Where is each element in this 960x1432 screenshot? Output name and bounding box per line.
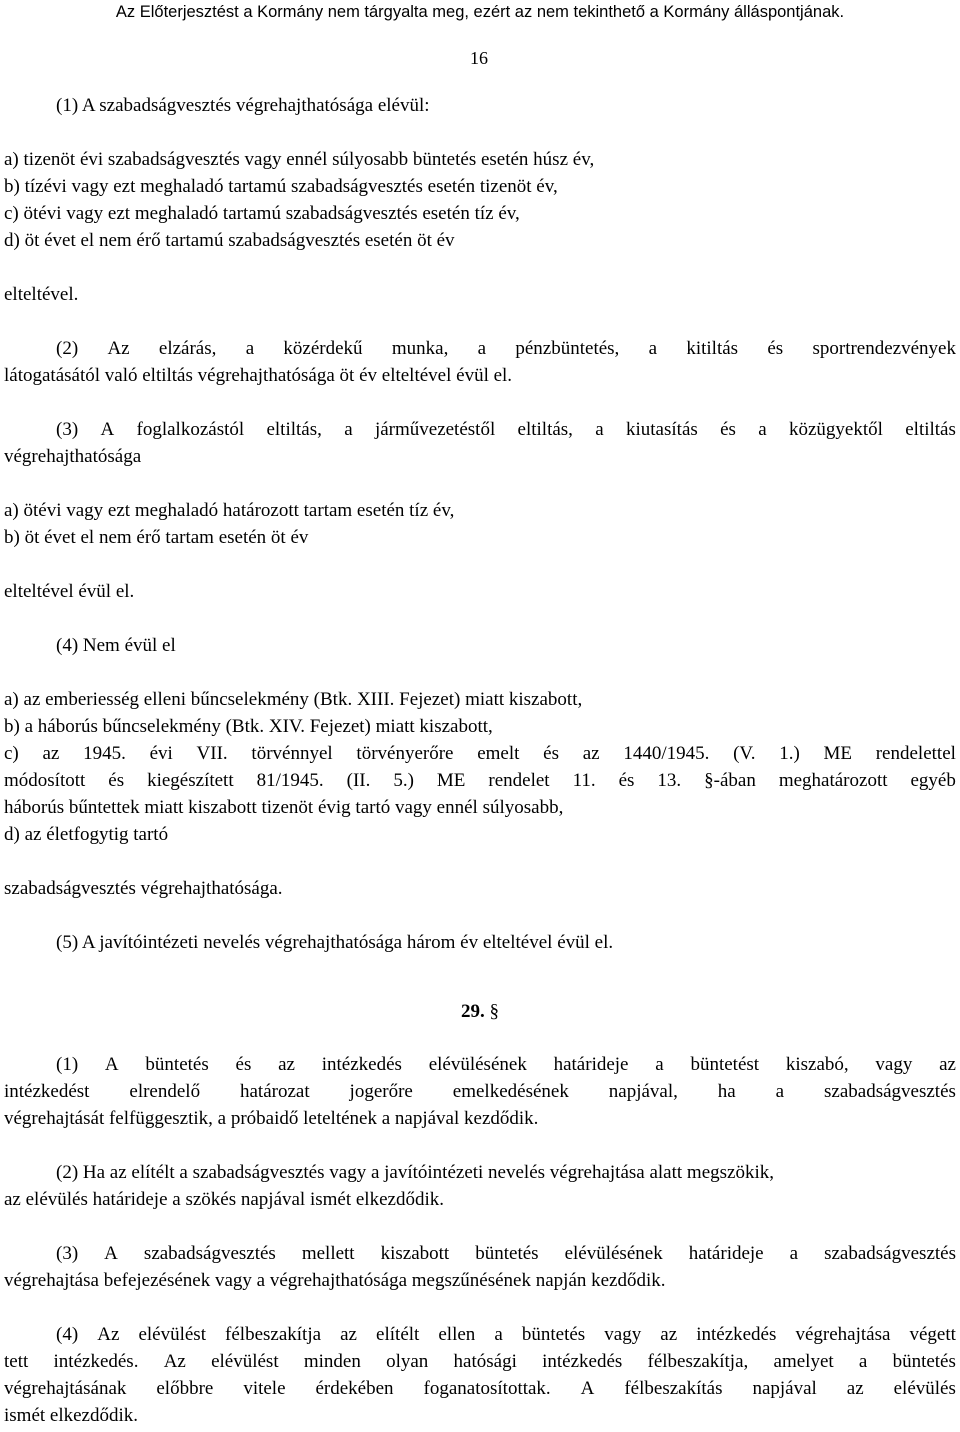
text-line: c) az 1945. évi VII. törvénnyel törvényerőre emelt és az 1440/1945. (V. 1.) ME rendelettel bbox=[4, 743, 956, 764]
text-line: (3) A szabadságvesztés mellett kiszabott büntetés elévülésének határideje a szabadságvesztés bbox=[56, 1243, 956, 1264]
text-line: (1) A büntetés és az intézkedés elévülésének határideje a büntetést kiszabó, vagy az bbox=[56, 1054, 956, 1075]
text-line: (3) A foglalkozástól eltiltás, a járművezetéstől eltiltás, a kiutasítás és a közügyektől eltiltás bbox=[56, 419, 956, 440]
text-line: b) öt évet el nem érő tartam esetén öt év bbox=[4, 527, 309, 548]
text-line: végrehajtásának előbbre vitele érdekében foganatosítottak. A félbeszakítás napjával az elévülés bbox=[4, 1378, 956, 1399]
text-line: a) az emberiesség elleni bűncselekmény (Btk. XIII. Fejezet) miatt kiszabott, bbox=[4, 689, 583, 710]
text-line: (4) Nem évül el bbox=[56, 635, 176, 656]
text-line: látogatásától való eltiltás végrehajthatósága öt év elteltével évül el. bbox=[4, 365, 513, 386]
text-line: a) ötévi vagy ezt meghaladó határozott tartam esetén tíz év, bbox=[4, 500, 455, 521]
text-line: intézkedést elrendelő határozat jogerőre emelkedésének napjával, ha a szabadságvesztés bbox=[4, 1081, 956, 1102]
text-line: b) a háborús bűncselekmény (Btk. XIV. Fejezet) miatt kiszabott, bbox=[4, 716, 493, 737]
text-line: ismét elkezdődik. bbox=[4, 1405, 139, 1426]
text-line: végrehajtása befejezésének vagy a végrehajthatósága megszűnésének napján kezdődik. bbox=[4, 1270, 666, 1291]
text-line: a) tizenöt évi szabadságvesztés vagy ennél súlyosabb büntetés esetén húsz év, bbox=[4, 149, 595, 170]
text-line: (2) Ha az elítélt a szabadságvesztés vagy a javítóintézeti nevelés végrehajtása alatt megszökik, bbox=[56, 1162, 774, 1183]
page-header-notice: Az Előterjesztést a Kormány nem tárgyalta meg, ezért az nem tekinthető a Kormány álláspontjának. bbox=[115, 3, 845, 21]
text-line: b) tízévi vagy ezt meghaladó tartamú szabadságvesztés esetén tizenöt év, bbox=[4, 176, 558, 197]
article-number: 29. bbox=[461, 1001, 485, 1022]
text-line: háborús bűntettek miatt kiszabott tizenöt évig tartó vagy ennél súlyosabb, bbox=[4, 797, 564, 818]
text-line: (4) Az elévülést félbeszakítja az elítélt ellen a büntetés vagy az intézkedés végrehajtása végett bbox=[56, 1324, 956, 1345]
section-sign: § bbox=[489, 1001, 499, 1022]
text-line: (5) A javítóintézeti nevelés végrehajthatósága három év elteltével évül el. bbox=[56, 932, 614, 953]
text-line: (2) Az elzárás, a közérdekű munka, a pénzbüntetés, a kitiltás és sportrendezvények bbox=[56, 338, 956, 359]
text-line: (1) A szabadságvesztés végrehajthatósága elévül: bbox=[56, 95, 430, 116]
text-line: d) az életfogytig tartó bbox=[4, 824, 169, 845]
text-line: d) öt évet el nem érő tartamú szabadságvesztés esetén öt év bbox=[4, 230, 455, 251]
text-line: végrehajtását felfüggesztik, a próbaidő leteltének a napjával kezdődik. bbox=[4, 1108, 539, 1129]
text-line: módosított és kiegészített 81/1945. (II. 5.) ME rendelet 11. és 13. §-ában meghatározott egyéb bbox=[4, 770, 956, 791]
text-line: szabadságvesztés végrehajthatósága. bbox=[4, 878, 283, 899]
article-heading bbox=[0, 1001, 960, 1023]
text-line: az elévülés határideje a szökés napjával ismét elkezdődik. bbox=[4, 1189, 444, 1210]
text-line: c) ötévi vagy ezt meghaladó tartamú szabadságvesztés esetén tíz év, bbox=[4, 203, 520, 224]
text-line: elteltével. bbox=[4, 284, 79, 305]
text-line: elteltével évül el. bbox=[4, 581, 135, 602]
page-number: 16 bbox=[470, 48, 488, 68]
text-line: tett intézkedés. Az elévülést minden olyan hatósági intézkedés félbeszakítja, amelyet a büntetés bbox=[4, 1351, 956, 1372]
text-line: végrehajthatósága bbox=[4, 446, 142, 467]
